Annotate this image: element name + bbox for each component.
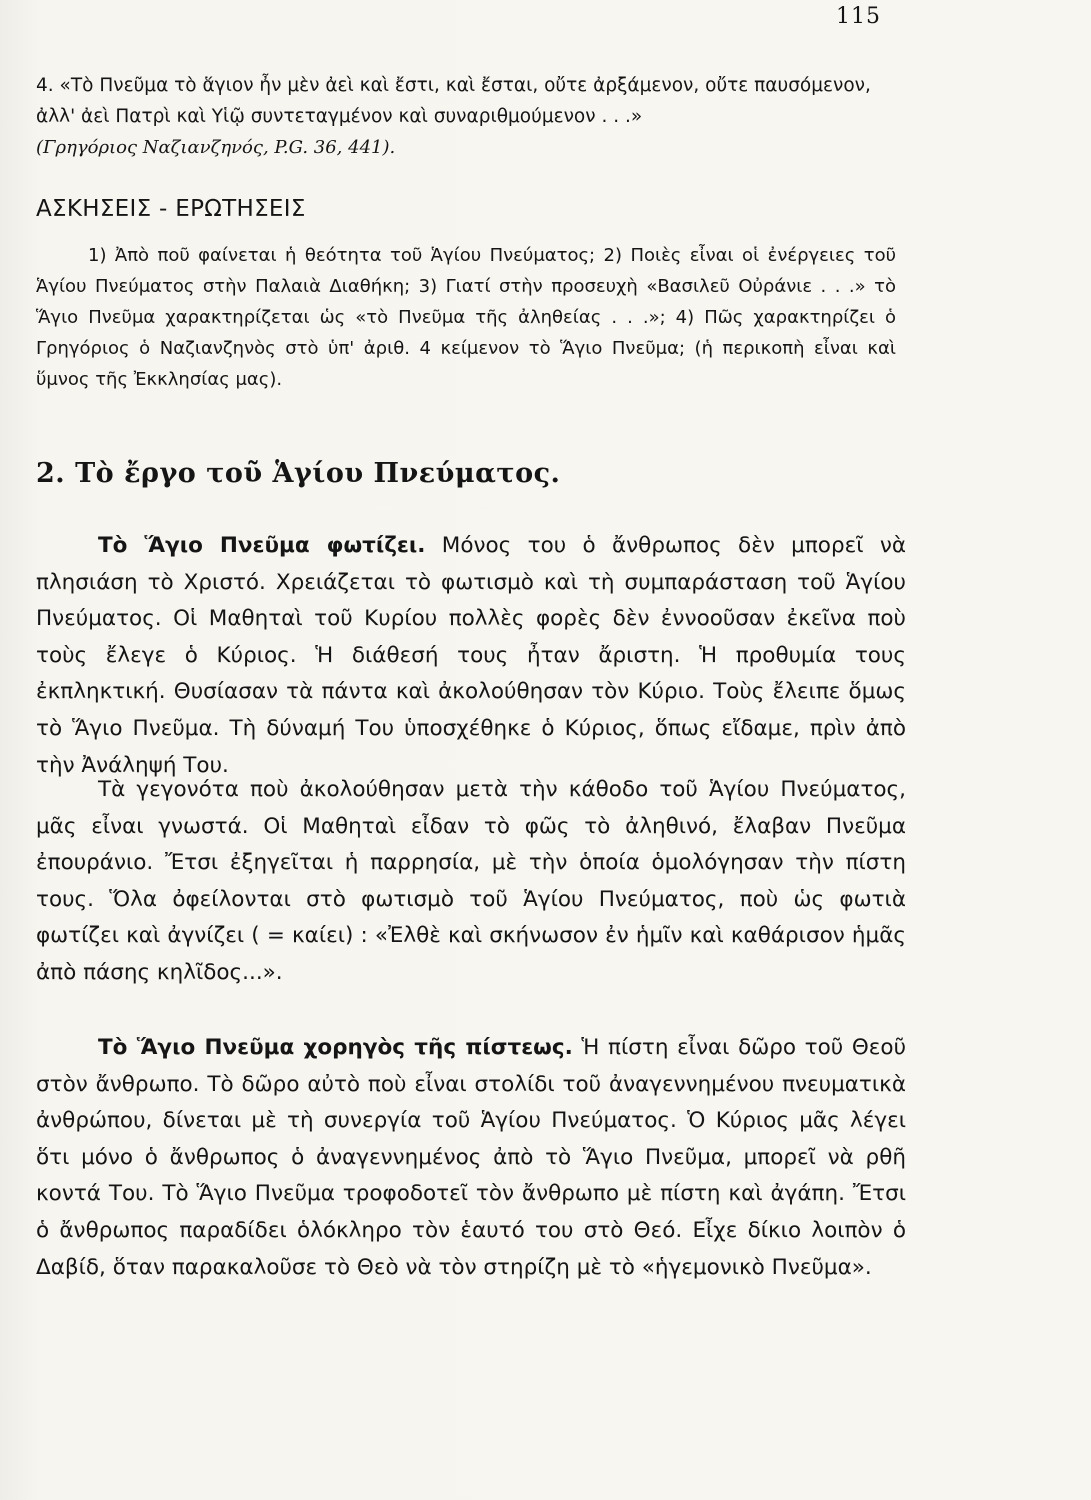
paragraph-lead: Τὸ Ἅγιο Πνεῦμα χορηγὸς τῆς πίστεως. [98, 1035, 573, 1060]
paragraph-faith-giver [36, 1030, 906, 1286]
patristic-quote [36, 70, 896, 163]
paragraph-text: Τὰ γεγονότα ποὺ ἀκολούθησαν μετὰ τὴν κάθοδο τοῦ Ἁγίου Πνεύματος, μᾶς εἶναι γνωστά. Οἱ Μαθηταὶ εἶδαν τὸ φῶς τὸ ἀληθινό, ἔλαβαν Πνεῦμα ἐπουράνιο. Ἔτσι ἐξηγεῖται ἡ παρρησία, μὲ τὴν ὁποία ὁμολόγησαν τὴν πίστη τους. Ὅλα ὀφείλονται στὸ φωτισμὸ τοῦ Ἁγίου Πνεύματος, ποὺ ὡς φωτιὰ φωτίζει καὶ ἀγνίζει ( = καίει) : «Ἐλθὲ καὶ σκήνωσον ἐν ἡμῖν καὶ καθάρισον ἡμᾶς ἀπὸ πάσης κηλῖδος...». [36, 777, 906, 985]
section-heading: 2. Τὸ ἔργο τοῦ Ἁγίου Πνεύματος. [36, 458, 561, 489]
page-number: 115 [836, 4, 881, 29]
quote-source: (Γρηγόριος Ναζιανζηνός, P.G. 36, 441). [36, 137, 396, 158]
exercises-questions: 1) Ἀπὸ ποῦ φαίνεται ἡ θεότητα τοῦ Ἁγίου Πνεύματος; 2) Ποιὲς εἶναι οἱ ἐνέργειες τοῦ Ἁγίου Πνεύματος στὴν Παλαιὰ Διαθήκη; 3) Γιατί στὴν προσευχὴ «Βασιλεῦ Οὐράνιε . . .» τὸ Ἅγιο Πνεῦμα χαρακτηρίζεται ὡς «τὸ Πνεῦμα τῆς ἀληθείας . . .»; 4) Πῶς χαρακτηρίζει ὁ Γρηγόριος ὁ Ναζιανζηνὸς στὸ ὑπ' ἀριθ. 4 κείμενον τὸ Ἅγιο Πνεῦμα; (ἡ περικοπὴ εἶναι καὶ ὕμνος τῆς Ἐκκλησίας μας). [36, 245, 896, 390]
paragraph-illumination [36, 528, 906, 784]
quote-text: 4. «Τὸ Πνεῦμα τὸ ἅγιον ἦν μὲν ἀεὶ καὶ ἔστι, καὶ ἔσται, οὔτε ἀρξάμενον, οὔτε παυσόμενον, ἀλλ' ἀεὶ Πατρὶ καὶ Υἱῷ συντεταγμένον καὶ συναριθμούμενον . . .» [36, 75, 871, 127]
paragraph-lead: Τὸ Ἅγιο Πνεῦμα φωτίζει. [98, 533, 426, 558]
paragraph-text: Ἡ πίστη εἶναι δῶρο τοῦ Θεοῦ στὸν ἄνθρωπο. Τὸ δῶρο αὐτὸ ποὺ εἶναι στολίδι τοῦ ἀναγεννημένου πνευματικὰ ἀνθρώπου, δίνεται μὲ τὴ συνεργία τοῦ Ἁγίου Πνεύματος. Ὁ Κύριος μᾶς λέγει ὅτι μόνο ὁ ἄνθρωπος ὁ ἀναγεννημένος ἀπὸ τὸ Ἅγιο Πνεῦμα, μπορεῖ νὰ ρθῆ κοντά Του. Τὸ Ἅγιο Πνεῦμα τροφοδοτεῖ τὸν ἄνθρωπο μὲ πίστη καὶ ἀγάπη. Ἔτσι ὁ ἄνθρωπος παραδίδει ὁλόκληρο τὸν ἑαυτό του στὸ Θεό. Εἶχε δίκιο λοιπὸν ὁ Δαβίδ, ὅταν παρακαλοῦσε τὸ Θεὸ νὰ τὸν στηρίζη μὲ τὸ «ἡγεμονικὸ Πνεῦμα». [36, 1035, 907, 1280]
paragraph-pentecost-events [36, 772, 906, 992]
exercises-title: ΑΣΚΗΣΕΙΣ - ΕΡΩΤΗΣΕΙΣ [36, 196, 306, 222]
paragraph-text: Μόνος του ὁ ἄνθρωπος δὲν μπορεῖ νὰ πλησιάση τὸ Χριστό. Χρειάζεται τὸ φωτισμὸ καὶ τὴ συμπαράσταση τοῦ Ἁγίου Πνεύματος. Οἱ Μαθηταὶ τοῦ Κυρίου πολλὲς φορὲς δὲν ἐννοοῦσαν ἐκεῖνα ποὺ τοὺς ἔλεγε ὁ Κύριος. Ἡ διάθεσή τους ἦταν ἄριστη. Ἡ προθυμία τους ἐκπληκτική. Θυσίασαν τὰ πάντα καὶ ἀκολούθησαν τὸν Κύριο. Τοὺς ἔλειπε ὅμως τὸ Ἅγιο Πνεῦμα. Τὴ δύναμή Του ὑποσχέθηκε ὁ Κύριος, ὅπως εἴδαμε, πρὶν ἀπὸ τὴν Ἀνάληψή Του. [36, 533, 907, 778]
